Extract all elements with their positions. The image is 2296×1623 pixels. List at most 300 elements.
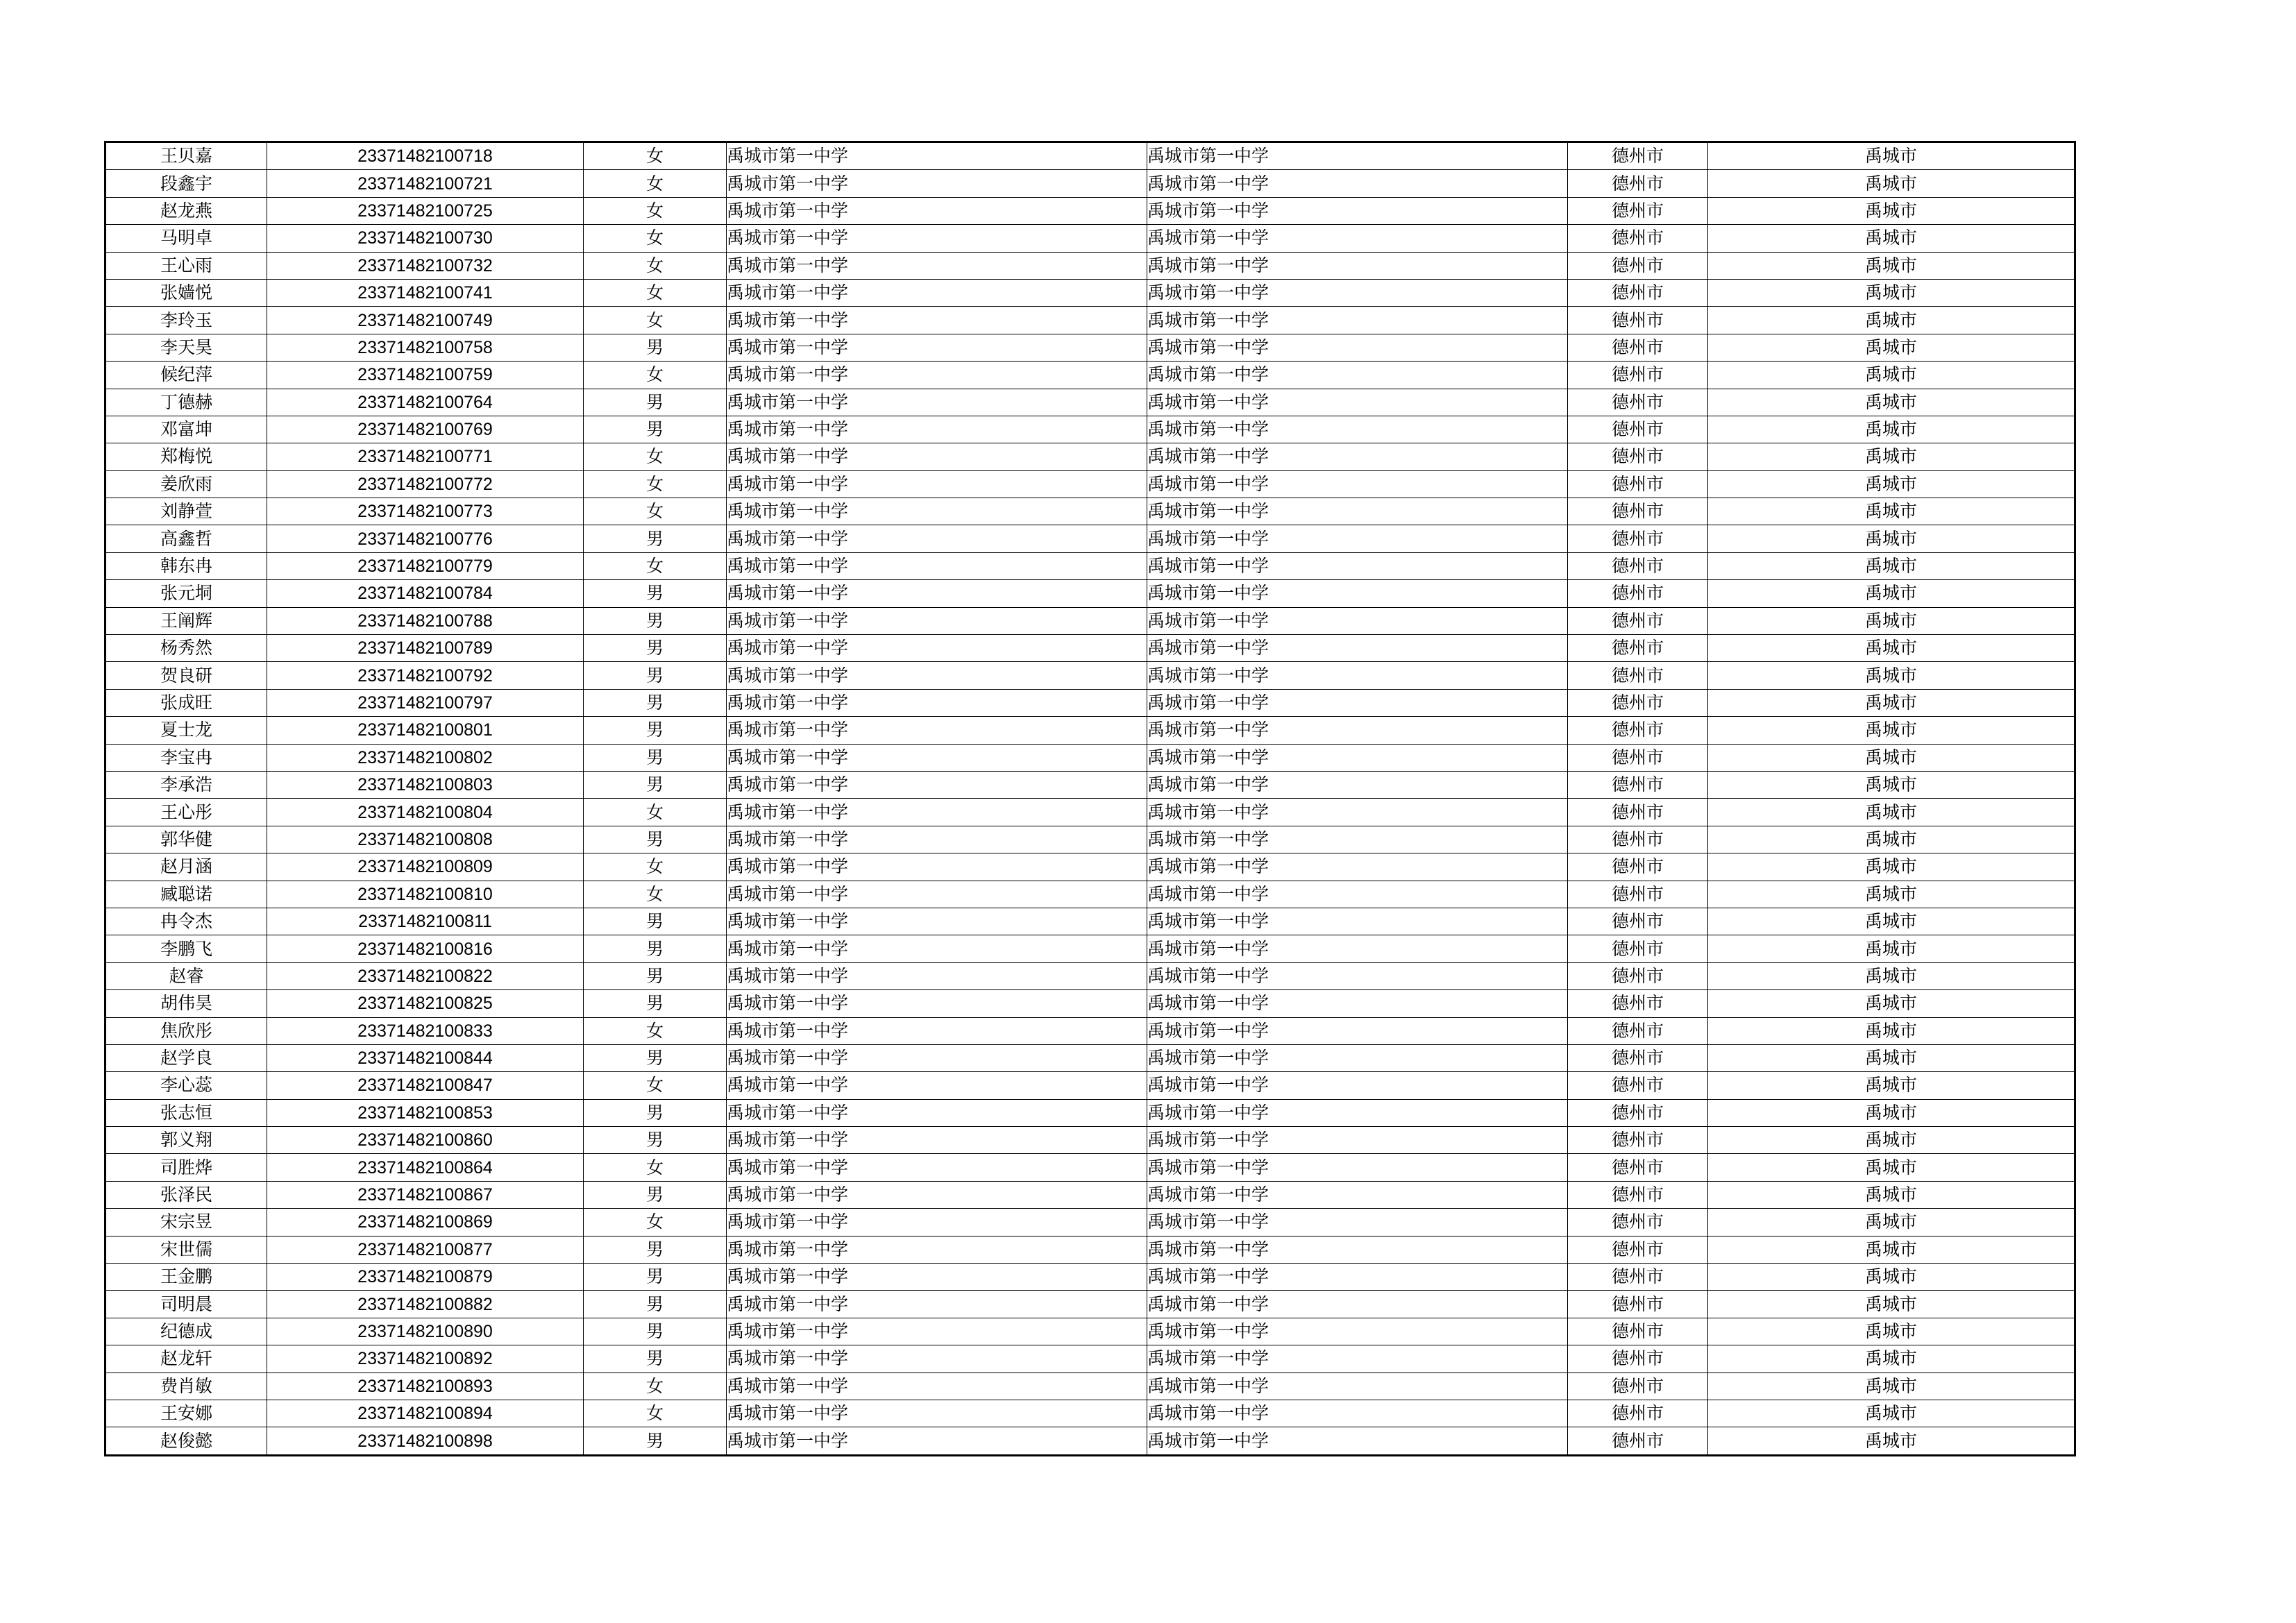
gender-cell: 男 xyxy=(584,990,727,1017)
exam-id-cell: 23371482100853 xyxy=(267,1099,584,1126)
city-cell: 德州市 xyxy=(1568,962,1708,989)
table-row xyxy=(105,525,2075,552)
exam-id-cell: 23371482100771 xyxy=(267,443,584,470)
school-cell: 禹城市第一中学 xyxy=(727,525,1147,552)
table-row xyxy=(105,771,2075,798)
student-name-cell: 韩东冉 xyxy=(105,552,267,579)
table-row xyxy=(105,1099,2075,1126)
city-cell: 德州市 xyxy=(1568,552,1708,579)
exam-id-cell: 23371482100802 xyxy=(267,744,584,771)
gender-cell: 女 xyxy=(584,1400,727,1427)
school-cell: 禹城市第一中学 xyxy=(727,1345,1147,1373)
school-cell: 禹城市第一中学 xyxy=(727,744,1147,771)
county-cell: 禹城市 xyxy=(1708,853,2075,881)
student-roster-table xyxy=(104,141,2076,1456)
table-row xyxy=(105,197,2075,224)
exam-id-cell: 23371482100773 xyxy=(267,498,584,525)
school-cell: 禹城市第一中学 xyxy=(727,362,1147,389)
gender-cell: 男 xyxy=(584,1264,727,1291)
student-name-cell: 马明卓 xyxy=(105,225,267,252)
exam-id-cell: 23371482100893 xyxy=(267,1373,584,1400)
table-row xyxy=(105,498,2075,525)
city-cell: 德州市 xyxy=(1568,1373,1708,1400)
county-cell: 禹城市 xyxy=(1708,443,2075,470)
county-cell: 禹城市 xyxy=(1708,1345,2075,1373)
table-row xyxy=(105,1373,2075,1400)
exam-id-cell: 23371482100792 xyxy=(267,662,584,689)
table-row xyxy=(105,990,2075,1017)
table-row xyxy=(105,826,2075,853)
school-cell: 禹城市第一中学 xyxy=(1147,307,1568,334)
student-name-cell: 司胜烨 xyxy=(105,1154,267,1181)
student-name-cell: 李宝冉 xyxy=(105,744,267,771)
school-cell: 禹城市第一中学 xyxy=(1147,1017,1568,1044)
gender-cell: 女 xyxy=(584,853,727,881)
exam-id-cell: 23371482100784 xyxy=(267,580,584,607)
gender-cell: 女 xyxy=(584,1017,727,1044)
exam-id-cell: 23371482100892 xyxy=(267,1345,584,1373)
school-cell: 禹城市第一中学 xyxy=(727,470,1147,498)
city-cell: 德州市 xyxy=(1568,1154,1708,1181)
school-cell: 禹城市第一中学 xyxy=(1147,990,1568,1017)
school-cell: 禹城市第一中学 xyxy=(1147,799,1568,826)
school-cell: 禹城市第一中学 xyxy=(727,635,1147,662)
student-name-cell: 赵龙轩 xyxy=(105,1345,267,1373)
school-cell: 禹城市第一中学 xyxy=(1147,962,1568,989)
school-cell: 禹城市第一中学 xyxy=(727,853,1147,881)
school-cell: 禹城市第一中学 xyxy=(727,717,1147,744)
table-row xyxy=(105,252,2075,279)
city-cell: 德州市 xyxy=(1568,990,1708,1017)
gender-cell: 男 xyxy=(584,635,727,662)
school-cell: 禹城市第一中学 xyxy=(727,1291,1147,1318)
school-cell: 禹城市第一中学 xyxy=(727,552,1147,579)
city-cell: 德州市 xyxy=(1568,908,1708,935)
student-name-cell: 赵月涵 xyxy=(105,853,267,881)
exam-id-cell: 23371482100822 xyxy=(267,962,584,989)
school-cell: 禹城市第一中学 xyxy=(727,990,1147,1017)
city-cell: 德州市 xyxy=(1568,1318,1708,1345)
school-cell: 禹城市第一中学 xyxy=(1147,142,1568,170)
exam-id-cell: 23371482100741 xyxy=(267,279,584,306)
school-cell: 禹城市第一中学 xyxy=(1147,1373,1568,1400)
exam-id-cell: 23371482100860 xyxy=(267,1127,584,1154)
gender-cell: 女 xyxy=(584,225,727,252)
table-row xyxy=(105,962,2075,989)
student-name-cell: 贺良研 xyxy=(105,662,267,689)
city-cell: 德州市 xyxy=(1568,1072,1708,1099)
city-cell: 德州市 xyxy=(1568,443,1708,470)
school-cell: 禹城市第一中学 xyxy=(727,962,1147,989)
school-cell: 禹城市第一中学 xyxy=(1147,1318,1568,1345)
school-cell: 禹城市第一中学 xyxy=(1147,1127,1568,1154)
student-name-cell: 费肖敏 xyxy=(105,1373,267,1400)
student-name-cell: 张泽民 xyxy=(105,1181,267,1208)
exam-id-cell: 23371482100797 xyxy=(267,689,584,716)
county-cell: 禹城市 xyxy=(1708,771,2075,798)
roster-body xyxy=(105,142,2075,1456)
school-cell: 禹城市第一中学 xyxy=(1147,635,1568,662)
school-cell: 禹城市第一中学 xyxy=(727,416,1147,443)
county-cell: 禹城市 xyxy=(1708,170,2075,197)
school-cell: 禹城市第一中学 xyxy=(727,935,1147,962)
county-cell: 禹城市 xyxy=(1708,1181,2075,1208)
city-cell: 德州市 xyxy=(1568,935,1708,962)
school-cell: 禹城市第一中学 xyxy=(1147,470,1568,498)
gender-cell: 男 xyxy=(584,1236,727,1263)
table-row xyxy=(105,908,2075,935)
county-cell: 禹城市 xyxy=(1708,1400,2075,1427)
school-cell: 禹城市第一中学 xyxy=(727,252,1147,279)
exam-id-cell: 23371482100816 xyxy=(267,935,584,962)
county-cell: 禹城市 xyxy=(1708,334,2075,361)
gender-cell: 男 xyxy=(584,935,727,962)
table-row xyxy=(105,362,2075,389)
school-cell: 禹城市第一中学 xyxy=(1147,744,1568,771)
student-name-cell: 焦欣彤 xyxy=(105,1017,267,1044)
city-cell: 德州市 xyxy=(1568,689,1708,716)
gender-cell: 男 xyxy=(584,1181,727,1208)
gender-cell: 男 xyxy=(584,962,727,989)
gender-cell: 女 xyxy=(584,170,727,197)
exam-id-cell: 23371482100725 xyxy=(267,197,584,224)
county-cell: 禹城市 xyxy=(1708,1099,2075,1126)
county-cell: 禹城市 xyxy=(1708,881,2075,908)
student-name-cell: 刘静萱 xyxy=(105,498,267,525)
table-row xyxy=(105,389,2075,416)
school-cell: 禹城市第一中学 xyxy=(727,908,1147,935)
county-cell: 禹城市 xyxy=(1708,416,2075,443)
school-cell: 禹城市第一中学 xyxy=(1147,826,1568,853)
exam-id-cell: 23371482100759 xyxy=(267,362,584,389)
city-cell: 德州市 xyxy=(1568,717,1708,744)
school-cell: 禹城市第一中学 xyxy=(727,662,1147,689)
city-cell: 德州市 xyxy=(1568,607,1708,634)
student-name-cell: 赵俊懿 xyxy=(105,1427,267,1455)
table-row xyxy=(105,416,2075,443)
school-cell: 禹城市第一中学 xyxy=(1147,1044,1568,1071)
exam-id-cell: 23371482100869 xyxy=(267,1209,584,1236)
exam-id-cell: 23371482100867 xyxy=(267,1181,584,1208)
exam-id-cell: 23371482100789 xyxy=(267,635,584,662)
school-cell: 禹城市第一中学 xyxy=(1147,279,1568,306)
school-cell: 禹城市第一中学 xyxy=(727,1318,1147,1345)
gender-cell: 男 xyxy=(584,908,727,935)
county-cell: 禹城市 xyxy=(1708,1017,2075,1044)
school-cell: 禹城市第一中学 xyxy=(1147,881,1568,908)
city-cell: 德州市 xyxy=(1568,1209,1708,1236)
exam-id-cell: 23371482100764 xyxy=(267,389,584,416)
exam-id-cell: 23371482100804 xyxy=(267,799,584,826)
school-cell: 禹城市第一中学 xyxy=(1147,334,1568,361)
school-cell: 禹城市第一中学 xyxy=(727,881,1147,908)
school-cell: 禹城市第一中学 xyxy=(1147,225,1568,252)
city-cell: 德州市 xyxy=(1568,334,1708,361)
city-cell: 德州市 xyxy=(1568,225,1708,252)
school-cell: 禹城市第一中学 xyxy=(1147,197,1568,224)
school-cell: 禹城市第一中学 xyxy=(1147,525,1568,552)
gender-cell: 女 xyxy=(584,362,727,389)
school-cell: 禹城市第一中学 xyxy=(727,580,1147,607)
exam-id-cell: 23371482100825 xyxy=(267,990,584,1017)
school-cell: 禹城市第一中学 xyxy=(727,1373,1147,1400)
exam-id-cell: 23371482100844 xyxy=(267,1044,584,1071)
exam-id-cell: 23371482100749 xyxy=(267,307,584,334)
city-cell: 德州市 xyxy=(1568,197,1708,224)
county-cell: 禹城市 xyxy=(1708,362,2075,389)
city-cell: 德州市 xyxy=(1568,799,1708,826)
table-row xyxy=(105,1264,2075,1291)
city-cell: 德州市 xyxy=(1568,1017,1708,1044)
student-name-cell: 张嫱悦 xyxy=(105,279,267,306)
student-name-cell: 王心彤 xyxy=(105,799,267,826)
gender-cell: 女 xyxy=(584,443,727,470)
gender-cell: 男 xyxy=(584,334,727,361)
county-cell: 禹城市 xyxy=(1708,826,2075,853)
city-cell: 德州市 xyxy=(1568,1264,1708,1291)
county-cell: 禹城市 xyxy=(1708,607,2075,634)
exam-id-cell: 23371482100847 xyxy=(267,1072,584,1099)
city-cell: 德州市 xyxy=(1568,252,1708,279)
student-name-cell: 李心蕊 xyxy=(105,1072,267,1099)
student-name-cell: 夏士龙 xyxy=(105,717,267,744)
school-cell: 禹城市第一中学 xyxy=(1147,607,1568,634)
student-name-cell: 赵龙燕 xyxy=(105,197,267,224)
exam-id-cell: 23371482100801 xyxy=(267,717,584,744)
city-cell: 德州市 xyxy=(1568,389,1708,416)
city-cell: 德州市 xyxy=(1568,580,1708,607)
exam-id-cell: 23371482100718 xyxy=(267,142,584,170)
school-cell: 禹城市第一中学 xyxy=(1147,1099,1568,1126)
school-cell: 禹城市第一中学 xyxy=(1147,1072,1568,1099)
table-row xyxy=(105,662,2075,689)
student-name-cell: 郑梅悦 xyxy=(105,443,267,470)
gender-cell: 女 xyxy=(584,799,727,826)
school-cell: 禹城市第一中学 xyxy=(727,142,1147,170)
student-name-cell: 李玲玉 xyxy=(105,307,267,334)
table-row xyxy=(105,1072,2075,1099)
student-name-cell: 赵学良 xyxy=(105,1044,267,1071)
exam-id-cell: 23371482100732 xyxy=(267,252,584,279)
city-cell: 德州市 xyxy=(1568,279,1708,306)
city-cell: 德州市 xyxy=(1568,1044,1708,1071)
table-row xyxy=(105,142,2075,170)
county-cell: 禹城市 xyxy=(1708,799,2075,826)
school-cell: 禹城市第一中学 xyxy=(1147,1400,1568,1427)
gender-cell: 男 xyxy=(584,1044,727,1071)
county-cell: 禹城市 xyxy=(1708,279,2075,306)
student-name-cell: 胡伟昊 xyxy=(105,990,267,1017)
school-cell: 禹城市第一中学 xyxy=(1147,362,1568,389)
gender-cell: 女 xyxy=(584,1072,727,1099)
school-cell: 禹城市第一中学 xyxy=(1147,552,1568,579)
school-cell: 禹城市第一中学 xyxy=(727,1400,1147,1427)
table-row xyxy=(105,1400,2075,1427)
school-cell: 禹城市第一中学 xyxy=(727,771,1147,798)
gender-cell: 男 xyxy=(584,389,727,416)
student-name-cell: 邓富坤 xyxy=(105,416,267,443)
table-row xyxy=(105,225,2075,252)
exam-id-cell: 23371482100810 xyxy=(267,881,584,908)
exam-id-cell: 23371482100803 xyxy=(267,771,584,798)
county-cell: 禹城市 xyxy=(1708,525,2075,552)
gender-cell: 女 xyxy=(584,197,727,224)
student-name-cell: 王阐辉 xyxy=(105,607,267,634)
city-cell: 德州市 xyxy=(1568,525,1708,552)
exam-id-cell: 23371482100811 xyxy=(267,908,584,935)
gender-cell: 男 xyxy=(584,662,727,689)
gender-cell: 女 xyxy=(584,307,727,334)
city-cell: 德州市 xyxy=(1568,498,1708,525)
exam-id-cell: 23371482100877 xyxy=(267,1236,584,1263)
gender-cell: 女 xyxy=(584,552,727,579)
gender-cell: 男 xyxy=(584,1345,727,1373)
exam-id-cell: 23371482100721 xyxy=(267,170,584,197)
student-name-cell: 候纪萍 xyxy=(105,362,267,389)
gender-cell: 男 xyxy=(584,525,727,552)
county-cell: 禹城市 xyxy=(1708,1127,2075,1154)
table-row xyxy=(105,1318,2075,1345)
gender-cell: 女 xyxy=(584,498,727,525)
gender-cell: 男 xyxy=(584,416,727,443)
gender-cell: 女 xyxy=(584,1209,727,1236)
county-cell: 禹城市 xyxy=(1708,962,2075,989)
student-name-cell: 张志恒 xyxy=(105,1099,267,1126)
exam-id-cell: 23371482100779 xyxy=(267,552,584,579)
county-cell: 禹城市 xyxy=(1708,744,2075,771)
school-cell: 禹城市第一中学 xyxy=(1147,416,1568,443)
exam-id-cell: 23371482100879 xyxy=(267,1264,584,1291)
school-cell: 禹城市第一中学 xyxy=(727,1127,1147,1154)
county-cell: 禹城市 xyxy=(1708,1264,2075,1291)
county-cell: 禹城市 xyxy=(1708,689,2075,716)
table-row xyxy=(105,1154,2075,1181)
school-cell: 禹城市第一中学 xyxy=(727,1017,1147,1044)
student-name-cell: 姜欣雨 xyxy=(105,470,267,498)
city-cell: 德州市 xyxy=(1568,1400,1708,1427)
school-cell: 禹城市第一中学 xyxy=(727,1044,1147,1071)
school-cell: 禹城市第一中学 xyxy=(1147,1154,1568,1181)
school-cell: 禹城市第一中学 xyxy=(1147,389,1568,416)
school-cell: 禹城市第一中学 xyxy=(1147,1264,1568,1291)
school-cell: 禹城市第一中学 xyxy=(727,334,1147,361)
exam-id-cell: 23371482100769 xyxy=(267,416,584,443)
table-row xyxy=(105,1127,2075,1154)
school-cell: 禹城市第一中学 xyxy=(727,799,1147,826)
table-row xyxy=(105,689,2075,716)
school-cell: 禹城市第一中学 xyxy=(1147,580,1568,607)
city-cell: 德州市 xyxy=(1568,771,1708,798)
exam-id-cell: 23371482100758 xyxy=(267,334,584,361)
city-cell: 德州市 xyxy=(1568,635,1708,662)
school-cell: 禹城市第一中学 xyxy=(1147,717,1568,744)
student-name-cell: 宋宗昱 xyxy=(105,1209,267,1236)
city-cell: 德州市 xyxy=(1568,662,1708,689)
table-row xyxy=(105,607,2075,634)
exam-id-cell: 23371482100898 xyxy=(267,1427,584,1455)
student-name-cell: 李鹏飞 xyxy=(105,935,267,962)
student-name-cell: 郭华健 xyxy=(105,826,267,853)
exam-id-cell: 23371482100730 xyxy=(267,225,584,252)
student-name-cell: 王贝嘉 xyxy=(105,142,267,170)
table-row xyxy=(105,1345,2075,1373)
school-cell: 禹城市第一中学 xyxy=(1147,662,1568,689)
table-row xyxy=(105,717,2075,744)
school-cell: 禹城市第一中学 xyxy=(727,389,1147,416)
city-cell: 德州市 xyxy=(1568,1427,1708,1455)
city-cell: 德州市 xyxy=(1568,307,1708,334)
table-row xyxy=(105,744,2075,771)
exam-id-cell: 23371482100808 xyxy=(267,826,584,853)
school-cell: 禹城市第一中学 xyxy=(1147,853,1568,881)
table-row xyxy=(105,1209,2075,1236)
gender-cell: 女 xyxy=(584,1154,727,1181)
exam-id-cell: 23371482100809 xyxy=(267,853,584,881)
school-cell: 禹城市第一中学 xyxy=(727,1099,1147,1126)
student-name-cell: 李承浩 xyxy=(105,771,267,798)
gender-cell: 男 xyxy=(584,1318,727,1345)
student-name-cell: 张成旺 xyxy=(105,689,267,716)
student-name-cell: 宋世儒 xyxy=(105,1236,267,1263)
exam-id-cell: 23371482100772 xyxy=(267,470,584,498)
county-cell: 禹城市 xyxy=(1708,935,2075,962)
county-cell: 禹城市 xyxy=(1708,307,2075,334)
exam-id-cell: 23371482100882 xyxy=(267,1291,584,1318)
school-cell: 禹城市第一中学 xyxy=(1147,170,1568,197)
school-cell: 禹城市第一中学 xyxy=(1147,1181,1568,1208)
county-cell: 禹城市 xyxy=(1708,580,2075,607)
gender-cell: 女 xyxy=(584,881,727,908)
county-cell: 禹城市 xyxy=(1708,662,2075,689)
school-cell: 禹城市第一中学 xyxy=(727,279,1147,306)
school-cell: 禹城市第一中学 xyxy=(1147,498,1568,525)
city-cell: 德州市 xyxy=(1568,170,1708,197)
table-row xyxy=(105,1044,2075,1071)
exam-id-cell: 23371482100894 xyxy=(267,1400,584,1427)
student-name-cell: 高鑫哲 xyxy=(105,525,267,552)
school-cell: 禹城市第一中学 xyxy=(1147,443,1568,470)
table-row xyxy=(105,1181,2075,1208)
gender-cell: 女 xyxy=(584,279,727,306)
gender-cell: 女 xyxy=(584,470,727,498)
county-cell: 禹城市 xyxy=(1708,1072,2075,1099)
city-cell: 德州市 xyxy=(1568,744,1708,771)
city-cell: 德州市 xyxy=(1568,1099,1708,1126)
school-cell: 禹城市第一中学 xyxy=(1147,771,1568,798)
school-cell: 禹城市第一中学 xyxy=(727,1236,1147,1263)
table-row xyxy=(105,279,2075,306)
city-cell: 德州市 xyxy=(1568,416,1708,443)
school-cell: 禹城市第一中学 xyxy=(727,498,1147,525)
student-name-cell: 杨秀然 xyxy=(105,635,267,662)
school-cell: 禹城市第一中学 xyxy=(1147,1236,1568,1263)
gender-cell: 男 xyxy=(584,744,727,771)
table-row xyxy=(105,307,2075,334)
student-name-cell: 臧聪诺 xyxy=(105,881,267,908)
school-cell: 禹城市第一中学 xyxy=(727,170,1147,197)
county-cell: 禹城市 xyxy=(1708,1318,2075,1345)
table-row xyxy=(105,635,2075,662)
county-cell: 禹城市 xyxy=(1708,1154,2075,1181)
gender-cell: 男 xyxy=(584,717,727,744)
table-row xyxy=(105,1236,2075,1263)
county-cell: 禹城市 xyxy=(1708,717,2075,744)
gender-cell: 男 xyxy=(584,607,727,634)
county-cell: 禹城市 xyxy=(1708,197,2075,224)
table-row xyxy=(105,552,2075,579)
student-name-cell: 段鑫宇 xyxy=(105,170,267,197)
school-cell: 禹城市第一中学 xyxy=(727,1264,1147,1291)
